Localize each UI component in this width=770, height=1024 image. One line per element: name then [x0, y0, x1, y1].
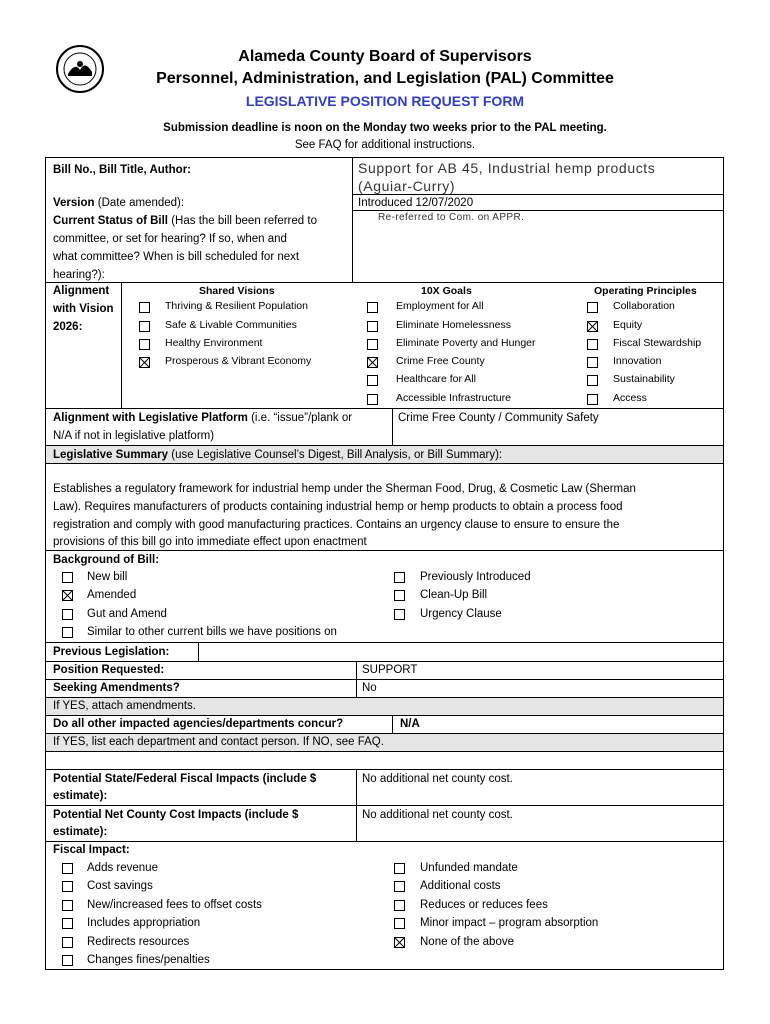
alignment-label-2: with Vision — [53, 303, 114, 315]
previous-legislation-value[interactable] — [205, 643, 715, 660]
status-hint-4: hearing?): — [53, 269, 105, 281]
checkbox[interactable] — [62, 609, 73, 620]
checkbox[interactable] — [62, 590, 73, 601]
goal-label: Healthcare for All — [396, 373, 476, 385]
checkbox[interactable] — [367, 357, 378, 368]
checkbox[interactable] — [394, 918, 405, 929]
background-option-label: Similar to other current bills we have positions on — [87, 626, 337, 638]
status-hint-1: (Has the bill been referred to — [171, 215, 317, 227]
fiscal-impact-option-label: Reduces or reduces fees — [420, 899, 548, 911]
background-option-label: Gut and Amend — [87, 608, 167, 620]
summary-header — [53, 446, 502, 464]
checkbox[interactable] — [394, 900, 405, 911]
checkbox[interactable] — [62, 955, 73, 966]
fiscal-impact-option-label: Cost savings — [87, 880, 153, 892]
shared-visions-header: Shared Visions — [199, 285, 275, 297]
checkbox[interactable] — [139, 357, 150, 368]
checkbox[interactable] — [394, 609, 405, 620]
status-hint-2: committee, or set for hearing? If so, when and — [53, 233, 287, 245]
fiscal-impact-label: Fiscal Impact: — [53, 844, 130, 856]
status-value[interactable]: Re-referred to Com. on APPR. — [378, 212, 525, 223]
checkbox[interactable] — [587, 357, 598, 368]
checkbox[interactable] — [367, 339, 378, 350]
version-value[interactable]: Introduced 12/07/2020 — [358, 197, 474, 209]
checkbox[interactable] — [587, 339, 598, 350]
previous-legislation-label: Previous Legislation: — [53, 646, 170, 658]
fiscal-impact-option-label: Redirects resources — [87, 936, 190, 948]
version-hint: (Date amended): — [97, 197, 185, 209]
concur-label: Do all other impacted agencies/departments concur? — [53, 718, 344, 730]
summary-label: Legislative Summary — [53, 449, 169, 461]
checkbox[interactable] — [587, 375, 598, 386]
background-option-label: New bill — [87, 571, 128, 583]
amendments-label: Seeking Amendments? — [53, 682, 180, 694]
platform-row — [53, 409, 352, 427]
goal-label: Employment for All — [396, 300, 484, 312]
state-fiscal-value[interactable]: No additional net county cost. — [362, 773, 513, 785]
summary-line: provisions of this bill go into immediate effect upon enactment — [53, 536, 367, 548]
checkbox[interactable] — [62, 627, 73, 638]
fiscal-impact-option-label: Unfunded mandate — [420, 862, 518, 874]
form-title: LEGISLATIVE POSITION REQUEST FORM — [245, 93, 525, 109]
checkbox[interactable] — [394, 590, 405, 601]
shared-vision-label: Thriving & Resilient Population — [165, 300, 308, 312]
position-label: Position Requested: — [53, 664, 165, 676]
checkbox[interactable] — [394, 863, 405, 874]
checkbox[interactable] — [587, 302, 598, 313]
checkbox[interactable] — [367, 394, 378, 405]
summary-line: registration and comply with good manufacturing practices. Contains an urgency clause to ensure to ensure the — [53, 519, 620, 531]
status-label: Current Status of Bill — [53, 215, 169, 227]
checkbox[interactable] — [139, 339, 150, 350]
committee-title: Personnel, Administration, and Legislation (PAL) Committee — [156, 70, 614, 87]
concur-note: If YES, list each department and contact person. If NO, see FAQ. — [53, 736, 384, 748]
alignment-label-3: 2026: — [53, 321, 83, 333]
principle-label: Equity — [613, 319, 643, 331]
county-cost-value[interactable]: No additional net county cost. — [362, 809, 513, 821]
background-option-label: Urgency Clause — [420, 608, 502, 620]
goal-label: Eliminate Homelessness — [396, 319, 511, 331]
checkbox[interactable] — [394, 881, 405, 892]
goal-label: Crime Free County — [396, 355, 485, 367]
bill-title-value-2[interactable]: (Aguiar-Curry) — [358, 178, 456, 194]
bill-label: Bill No., Bill Title, Author: — [53, 164, 191, 176]
background-option-label: Previously Introduced — [420, 571, 531, 583]
checkbox[interactable] — [62, 918, 73, 929]
status-row — [53, 212, 317, 230]
concur-value[interactable]: N/A — [400, 718, 420, 730]
principle-label: Innovation — [613, 355, 662, 367]
shared-vision-label: Safe & Livable Communities — [165, 319, 297, 331]
state-fiscal-label-1: Potential State/Federal Fiscal Impacts (include $ — [53, 773, 317, 785]
org-title: Alameda County Board of Supervisors — [238, 48, 532, 65]
checkbox[interactable] — [367, 321, 378, 332]
version-label: Version — [53, 197, 95, 209]
background-label: Background of Bill: — [53, 554, 160, 566]
principle-label: Sustainability — [613, 373, 675, 385]
fiscal-impact-option-label: Minor impact – program absorption — [420, 917, 599, 929]
checkbox[interactable] — [139, 321, 150, 332]
version-row — [53, 194, 184, 212]
amendments-note: If YES, attach amendments. — [53, 700, 196, 712]
principles-header: Operating Principles — [594, 285, 697, 297]
summary-line: Law). Requires manufacturers of products containing industrial hemp or hemp products to obtain a process food — [53, 501, 623, 513]
platform-hint-1: (i.e. “issue”/plank or — [251, 412, 353, 424]
goal-label: Accessible Infrastructure — [396, 392, 511, 404]
principle-label: Collaboration — [613, 300, 675, 312]
principle-label: Fiscal Stewardship — [613, 337, 702, 349]
checkbox[interactable] — [139, 302, 150, 313]
checkbox[interactable] — [62, 900, 73, 911]
faq-note: See FAQ for additional instructions. — [294, 139, 476, 151]
goal-label: Eliminate Poverty and Hunger — [396, 337, 536, 349]
background-option-label: Amended — [87, 589, 137, 601]
fiscal-impact-option-label: New/increased fees to offset costs — [87, 899, 262, 911]
fiscal-impact-option-label: Adds revenue — [87, 862, 158, 874]
position-value[interactable]: SUPPORT — [362, 664, 418, 676]
fiscal-impact-option-label: None of the above — [420, 936, 514, 948]
status-hint-3: what committee? When is bill scheduled for next — [53, 251, 300, 263]
bill-title-value-1[interactable]: Support for AB 45, Industrial hemp products — [358, 160, 656, 176]
checkbox[interactable] — [62, 881, 73, 892]
checkbox[interactable] — [367, 375, 378, 386]
alignment-label-1: Alignment — [53, 285, 110, 297]
platform-value[interactable]: Crime Free County / Community Safety — [398, 412, 599, 424]
checkbox[interactable] — [587, 394, 598, 405]
background-option-label: Clean-Up Bill — [420, 589, 488, 601]
shared-vision-label: Healthy Environment — [165, 337, 263, 349]
checkbox[interactable] — [394, 937, 405, 948]
county-cost-label-2: estimate): — [53, 826, 108, 838]
checkbox[interactable] — [62, 937, 73, 948]
checkbox[interactable] — [367, 302, 378, 313]
goals-header: 10X Goals — [421, 285, 472, 297]
state-fiscal-label-2: estimate): — [53, 790, 108, 802]
amendments-value[interactable]: No — [362, 682, 377, 694]
summary-hint: (use Legislative Counsel’s Digest, Bill Analysis, or Bill Summary): — [171, 449, 503, 461]
fiscal-impact-option-label: Includes appropriation — [87, 917, 201, 929]
checkbox[interactable] — [587, 321, 598, 332]
shared-vision-label: Prosperous & Vibrant Economy — [165, 355, 312, 367]
deadline-note: Submission deadline is noon on the Monday two weeks prior to the PAL meeting. — [163, 122, 607, 134]
platform-label: Alignment with Legislative Platform — [53, 412, 248, 424]
checkbox[interactable] — [394, 572, 405, 583]
fiscal-impact-option-label: Changes fines/penalties — [87, 954, 210, 966]
principle-label: Access — [613, 392, 647, 404]
checkbox[interactable] — [62, 572, 73, 583]
county-cost-label-1: Potential Net County Cost Impacts (include $ — [53, 809, 299, 821]
fiscal-impact-option-label: Additional costs — [420, 880, 501, 892]
platform-hint-2: N/A if not in legislative platform) — [53, 430, 215, 442]
summary-line: Establishes a regulatory framework for industrial hemp under the Sherman Food, Drug, & Cosmetic Law (Sherman — [53, 483, 636, 495]
checkbox[interactable] — [62, 863, 73, 874]
